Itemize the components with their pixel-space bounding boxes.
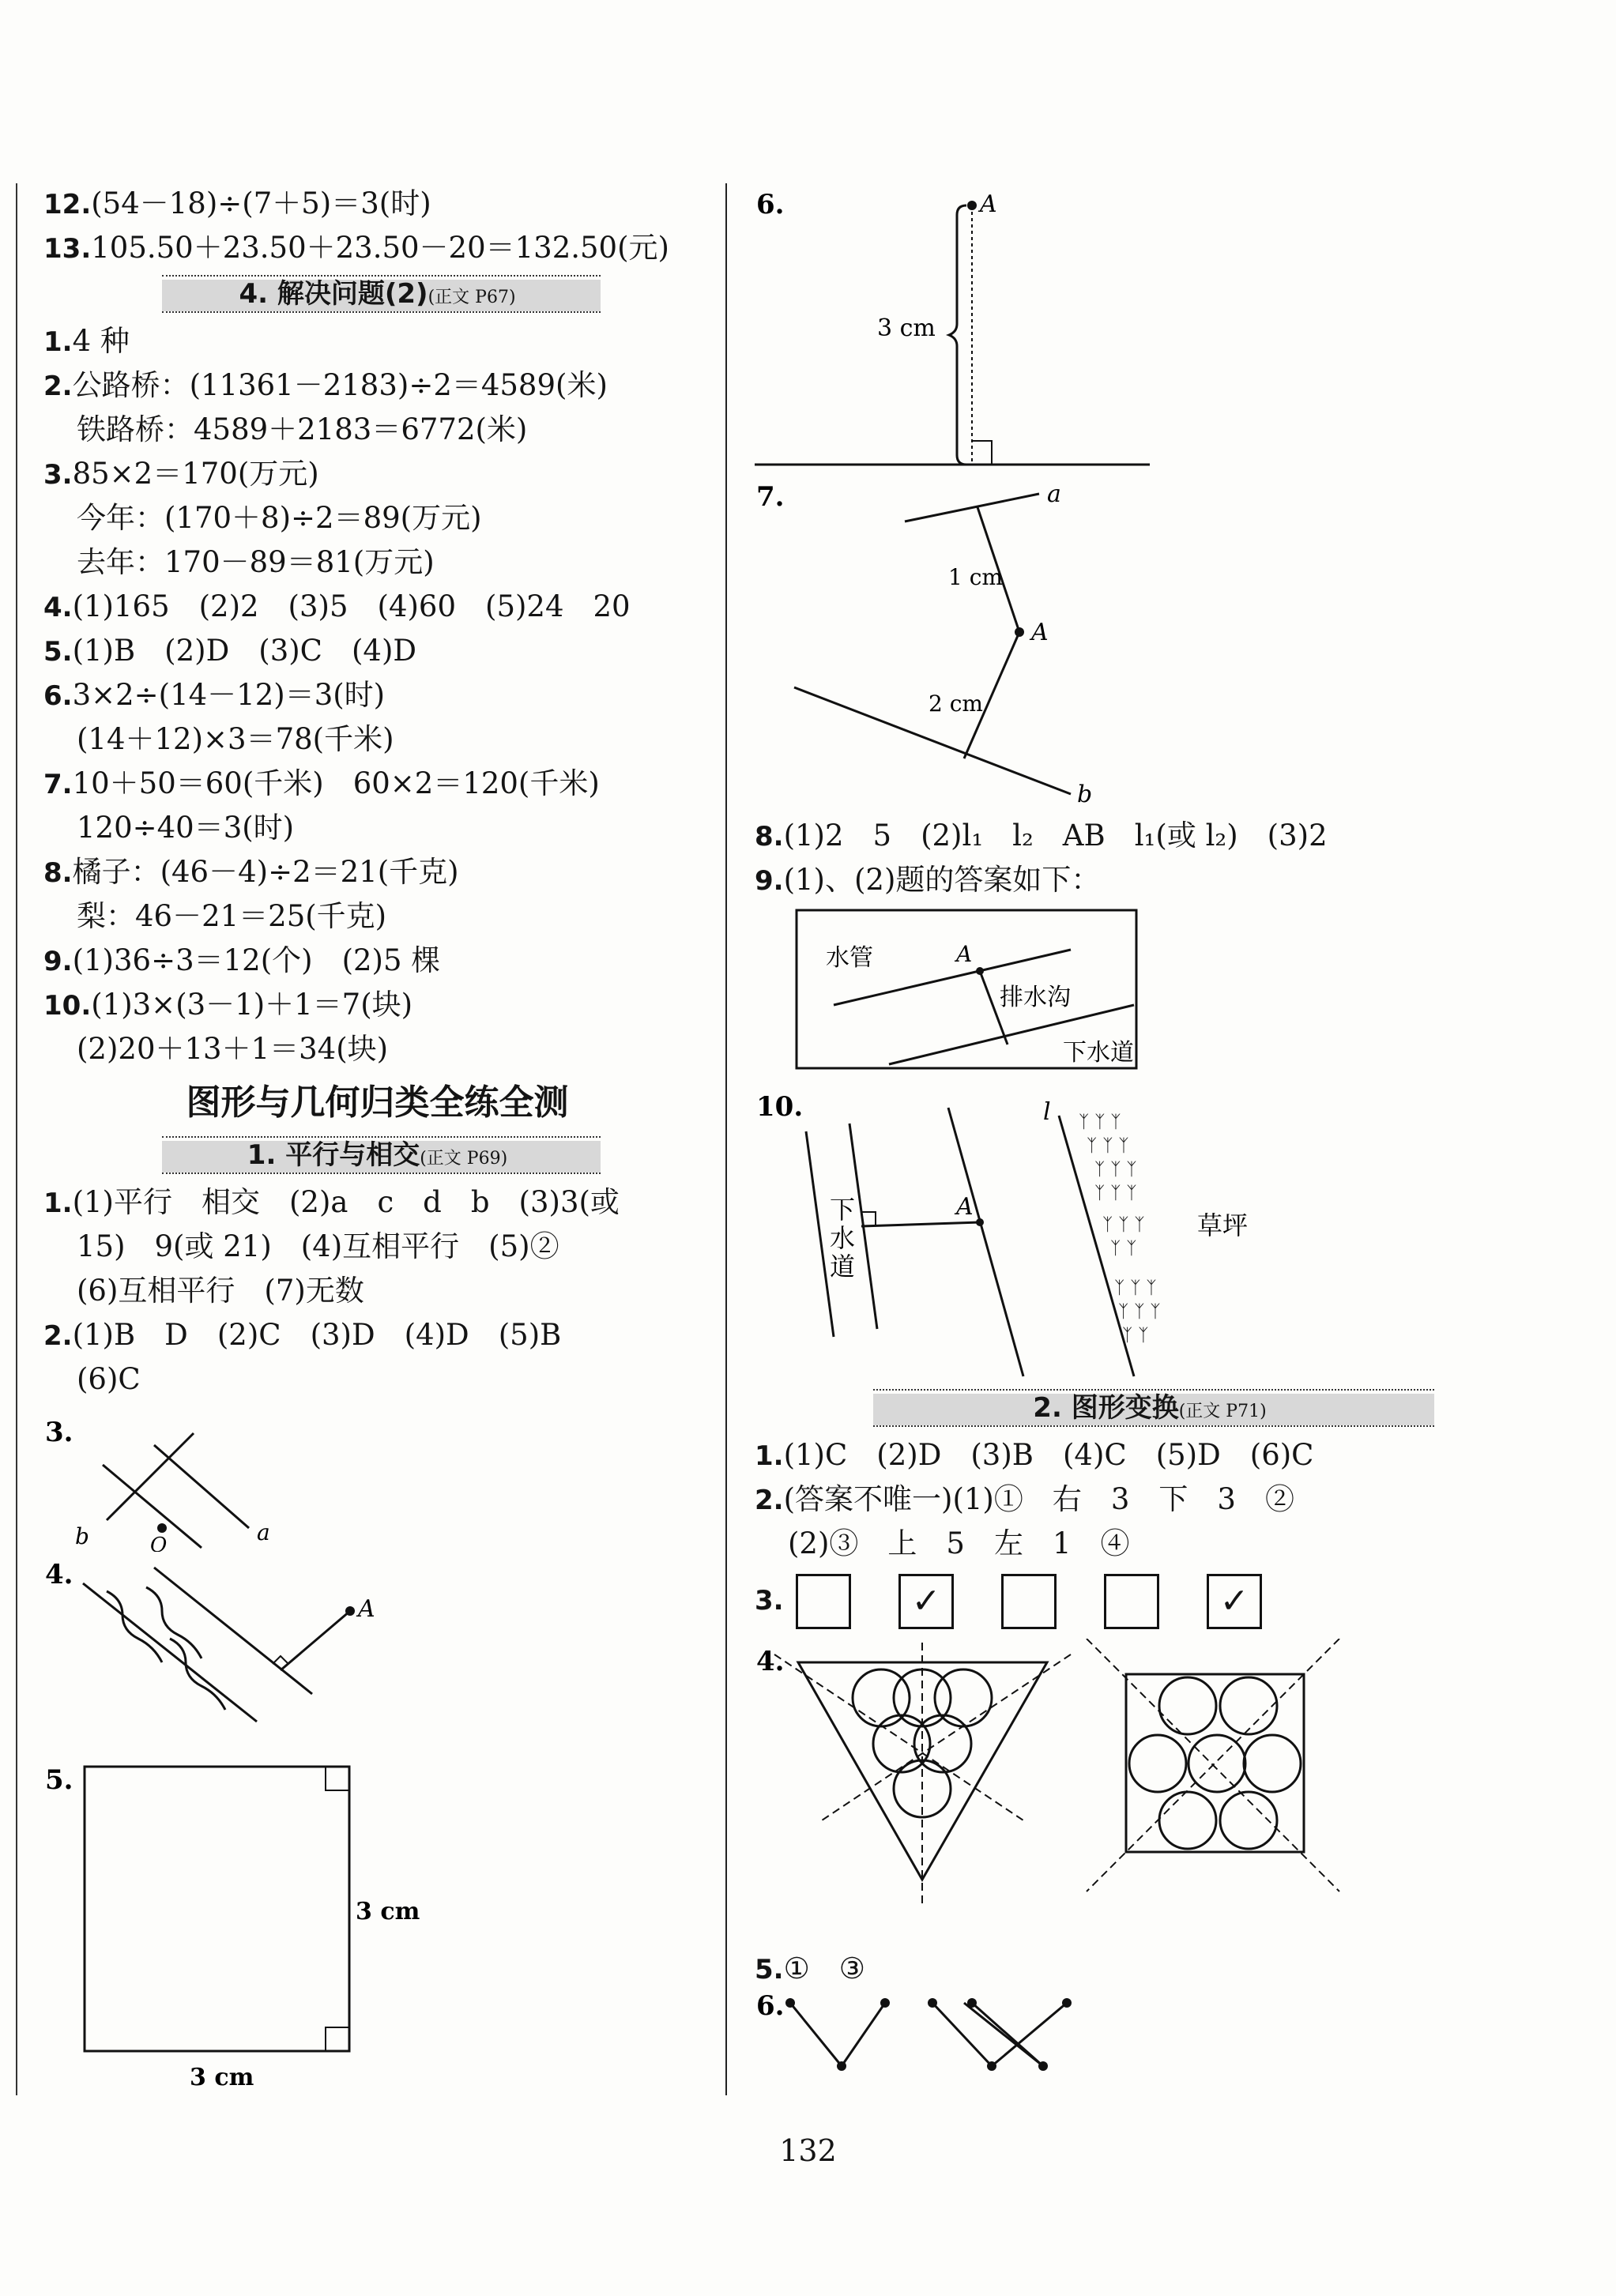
answer-line [43,894,711,939]
left-column [43,182,711,2089]
answer-9: 9.(1)、(2)题的答案如下： [755,863,1101,897]
answer-text: (1)、(2)题的答案如下： [783,863,1101,897]
point-a [1015,627,1024,637]
right-angle-mark [972,441,992,465]
svg-text:ᛉ ᛉ ᛉ: ᛉ ᛉ ᛉ [1114,1278,1157,1298]
question-number: 4. [43,592,73,623]
length-2cm: 2 cm [929,691,983,717]
figure-7-distance-lines [755,474,1545,814]
label-a: A [980,190,997,218]
left-margin-rule [16,183,17,2095]
answer-box: ✓ [898,1574,954,1629]
answer-text: ① ③ [783,1952,865,1985]
answer-text: (1)165 (2)2 (3)5 (4)60 (5)24 20 [72,589,631,623]
label-b: b [75,1523,89,1549]
svg-text:ᛉ ᛉ ᛉ: ᛉ ᛉ ᛉ [1102,1215,1145,1235]
right-angle-bottom [326,2027,349,2051]
label-a: a [257,1519,270,1545]
point-a [976,967,984,975]
question-number: 6. [756,189,785,220]
river-bank-1 [83,1583,257,1722]
answer-line [43,540,711,585]
answer-8: 8.(1)2 5 (2)l₁ l₂ AB l₁(或 l₂) (3)2 [755,819,1328,853]
figure-6-perpendicular [755,182,1545,474]
side-length-label: 3 cm [356,1898,420,1925]
label-line-a: a [1047,480,1061,508]
section-page-ref: (正文 P71) [1178,1402,1267,1421]
figure-3-intersecting-lines [43,1402,711,1552]
section-title: 2. 图形变换 [1033,1392,1179,1424]
page-number: 132 [779,2133,837,2168]
line-perpendicular [154,1445,249,1528]
question-number: 4. [45,1559,73,1590]
section-title: 4. 解决问题(2) [239,278,428,310]
answer-text: (1)2 5 (2)l₁ l₂ AB l₁(或 l₂) (3)2 [783,819,1328,853]
answer-text: (1)36÷3＝12(个) (2)5 棵 [72,943,441,977]
answer-line [43,1357,711,1402]
solve-problems-answers [43,319,711,1071]
answer-text: (14＋12)×3＝78(千米) [77,722,394,756]
answer-text: 铁路桥：4589＋2183＝6772(米) [77,412,528,446]
figure-5-square [43,1749,711,2089]
line-a [905,494,1039,521]
point-a [976,1218,984,1226]
question-number: 5. [43,636,73,668]
question-number: 13. [43,233,92,265]
section-header-transform [755,1389,1545,1427]
section-header-solve-problems [43,275,711,313]
answer-text: (6)互相平行 (7)无数 [77,1274,364,1308]
question-number: 2. [755,1485,784,1516]
svg-text:ᛉ ᛉ ᛉ: ᛉ ᛉ ᛉ [1094,1184,1137,1203]
figure-4-river-perpendicular [43,1552,711,1749]
parallel-answers [43,1180,711,1402]
question-number: 12. [43,189,92,220]
label-o: O [150,1534,168,1552]
figure-6-matching [755,1991,1545,2078]
right-column [755,182,1545,2078]
answer-line [43,939,711,983]
question-number: 1. [43,326,73,358]
answer-text: 公路桥：(11361－2183)÷2＝4589(米) [72,368,608,402]
answer-text: (1)B D (2)C (3)D (4)D (5)B [72,1318,562,1352]
label-sewer: 下水道 [1063,1039,1134,1067]
answer-line [43,363,711,408]
answer-line [43,673,711,717]
answer-line [43,585,711,629]
question-number: 1. [43,1188,73,1219]
section-page-ref: (正文 P69) [420,1149,508,1169]
brace [949,205,966,465]
answer-line [755,1522,1545,1566]
answer-line [43,1313,711,1357]
transform-answers [755,1433,1545,1566]
figure-10-lawn [755,1084,1545,1384]
answer-5: 5.① ③ [755,1952,865,1985]
answer-text: (1)平行 相交 (2)a c d b (3)3(或 [72,1185,620,1219]
answer-line [755,1433,1545,1477]
answer-line [43,1225,711,1269]
question-number: 7. [43,769,73,800]
svg-text:ᛉ ᛉ ᛉ: ᛉ ᛉ ᛉ [1087,1136,1129,1156]
question-number: 3. [43,459,73,491]
answer-text: 105.50＋23.50＋23.50－20＝132.50(元) [91,231,669,265]
answer-text: (6)C [77,1362,141,1396]
point-a [967,201,977,210]
answer-text: (1)3×(3－1)＋1＝7(块) [91,988,413,1022]
svg-text:ᛉ ᛉ: ᛉ ᛉ [1122,1326,1149,1346]
wave-1 [107,1591,162,1662]
answer-text: 今年：(170＋8)÷2＝89(万元) [77,501,482,535]
svg-text:ᛉ ᛉ ᛉ: ᛉ ᛉ ᛉ [1079,1112,1121,1132]
point-a [345,1606,355,1616]
question-number: 6. [43,680,73,712]
answer-line [43,850,711,894]
figure-4-symmetry [755,1639,1545,1947]
answer-line [43,226,711,270]
section-page-ref: (正文 P67) [428,288,516,307]
label-lawn: 草坪 [1197,1210,1249,1240]
answer-text: (1)B (2)D (3)C (4)D [72,634,417,668]
label-a: A [358,1595,375,1623]
answer-text: 梨：46－21＝25(千克) [77,899,387,933]
label-a: A [956,1193,974,1221]
answer-line [43,319,711,363]
answer-text: 去年：170－89＝81(万元) [77,545,435,579]
answer-line [43,1269,711,1313]
svg-text:ᛉ ᛉ ᛉ: ᛉ ᛉ ᛉ [1118,1302,1161,1322]
answer-line [43,629,711,673]
label-sewer: 下水道 [830,1195,856,1282]
answer-text: (答案不唯一)(1)① 右 3 下 3 ② [783,1482,1294,1516]
square [85,1767,349,2051]
question-number: 2. [43,1320,73,1352]
answer-line [43,717,711,762]
answer-text: 10＋50＝60(千米) 60×2＝120(千米) [72,766,600,800]
answer-text: (2)20＋13＋1＝34(块) [77,1032,389,1066]
section-header-parallel [43,1136,711,1174]
answer-text: (54－18)÷(7＋5)＝3(时) [91,186,431,220]
label-ditch: 排水沟 [1000,984,1071,1011]
column-divider [725,183,727,2095]
answer-text: 85×2＝170(万元) [72,457,319,491]
question-number: 5. [45,1764,73,1796]
question-number: 3. [45,1417,73,1448]
question-number: 2. [43,371,73,402]
question-number: 4. [756,1646,785,1677]
perpendicular [861,1222,980,1226]
river-bank-2 [154,1568,312,1694]
answer-text: 橘子：(46－4)÷2＝21(千克) [72,855,459,889]
answer-line [43,408,711,452]
answer-text: 3×2÷(14－12)＝3(时) [72,678,386,712]
answer-text: 4 种 [72,324,130,358]
length-1cm: 1 cm [948,564,1003,590]
label-point-a: A [1031,619,1049,646]
section-title: 1. 平行与相交 [247,1139,420,1171]
question-number: 8. [43,857,73,889]
question-number: 9. [43,946,73,977]
answer-line [43,1180,711,1225]
question-number: 1. [755,1440,784,1472]
label-l: l [1043,1098,1051,1126]
answer-line [43,182,711,226]
answer-line [755,1477,1545,1522]
answer-line [43,806,711,850]
left-top-answers [43,182,711,270]
question-number: 10. [43,990,92,1022]
point-o [157,1523,167,1533]
answer-text: (1)C (2)D (3)B (4)C (5)D (6)C [783,1438,1314,1472]
svg-text:ᛉ ᛉ ᛉ: ᛉ ᛉ ᛉ [1094,1160,1137,1180]
right-angle-top [326,1767,349,1790]
answer-line [43,452,711,496]
answer-text: 120÷40＝3(时) [77,811,295,845]
answer-text: 15) 9(或 21) (4)互相平行 (5)② [77,1229,559,1263]
answer-line [43,983,711,1027]
answer-line [43,1027,711,1071]
svg-text:ᛉ ᛉ: ᛉ ᛉ [1110,1239,1137,1259]
answer-box: ✓ [1207,1574,1262,1629]
triangle-symmetry-axes [774,1643,1071,1907]
answer-line [43,496,711,540]
label-line-b: b [1077,781,1093,808]
line-b [107,1433,194,1520]
answer-text: (2)③ 上 5 左 1 ④ [788,1526,1130,1560]
chapter-title: 图形与几何归类全练全测 [186,1082,569,1123]
bottom-length-label: 3 cm [190,2064,254,2089]
answer-box [796,1574,851,1629]
perpendicular-to-a [281,1611,350,1670]
answer-box [1001,1574,1057,1629]
line-l-ditch [948,1108,1023,1376]
label-a: A [956,941,973,967]
question-number: 7. [756,481,785,513]
answer-box [1104,1574,1159,1629]
figure-9-drainage [755,902,1545,1084]
answer-line [43,762,711,806]
answer-3-boxes [755,1566,1545,1639]
question-number: 6. [756,1991,785,2022]
label-water-pipe: 水管 [826,944,873,972]
length-label: 3 cm [877,314,936,342]
matching-lines [790,2003,1067,2066]
question-number: 10. [756,1091,804,1123]
question-number: 3. [755,1585,784,1617]
